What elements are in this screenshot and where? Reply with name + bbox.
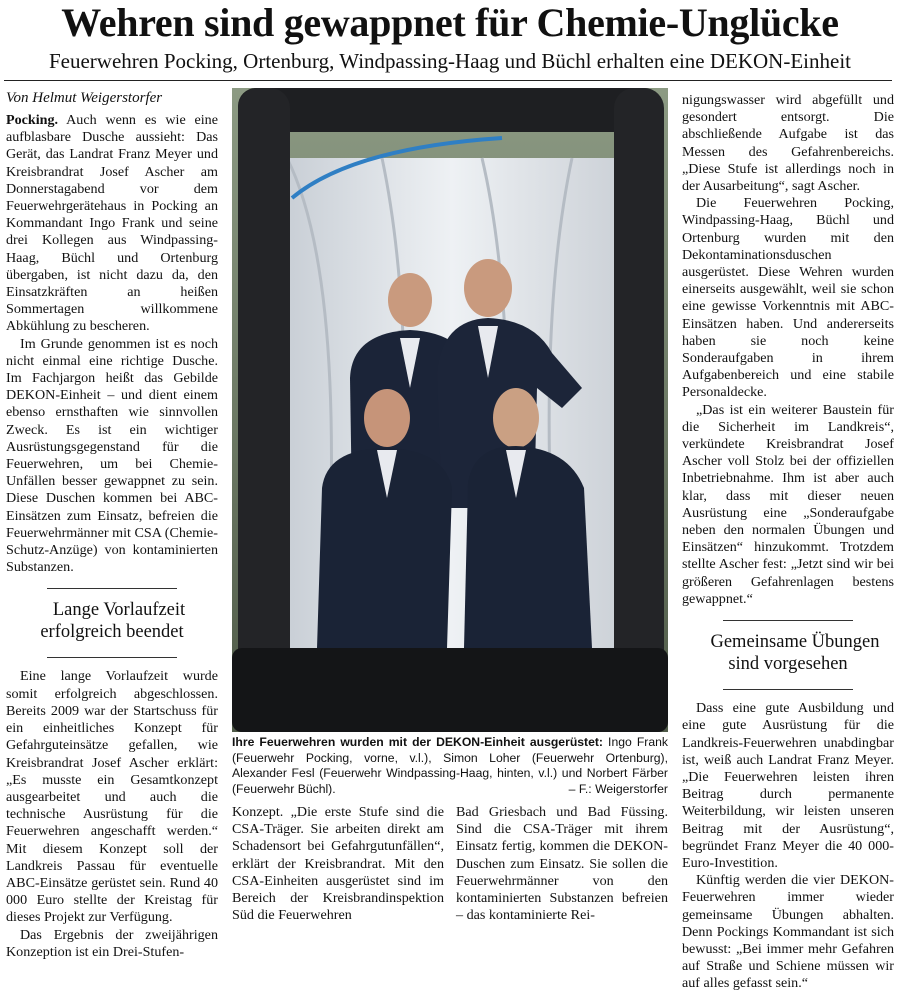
article-column-4 — [682, 92, 894, 992]
article-column-1 — [6, 112, 218, 960]
photo-credit: – F.: Weigerstorfer — [568, 781, 668, 796]
paragraph: Konzept. „Die erste Stufe sind die CSA-Träger. Sie arbeiten direkt am Schadensort bei Gefahrgutunfällen“, erklärt der Kreisbrandrat. Mit den CSA-Einheiten ausgerüstet sind im Bereich der Kreisbrandinspektion Süd die Feuerwehren — [232, 804, 444, 924]
subheadline: Feuerwehren Pocking, Ortenburg, Windpassing-Haag und Büchl erhalten eine DEKON-Einheit — [48, 49, 851, 73]
paragraph: Eine lange Vorlaufzeit wurde somit erfolgreich abgeschlossen. Bereits 2009 war der Startschuss für ein einheitliches Konzept für Gefahrguteinsätze gefallen, wie Kreisbrandrat Josef Ascher erklärt: „Es musste ein Gesamtkonzept ausgearbeitet und auch die technische Ausrüstung für die Feuerwehren angeschafft werden.“ Mit diesem Konzept soll der Landkreis Passau für eventuelle ABC-Einsätze gerüstet sein. Rund 40 000 Euro stellte der Kreistag für dieses Projekt zur Verfügung. — [6, 668, 218, 926]
article-column-3 — [456, 804, 668, 924]
caption-text: Ingo Frank (Feuerwehr Pocking, vorne, v.l.), Simon Loher (Feuerwehr Ortenburg), Alexander Fesl (Feuerwehr Windpassing-Haag, hinten, v.l.) und Norbert Färber (Feuerwehr Büchl). — [232, 735, 668, 796]
paragraph: Dass eine gute Ausbildung und eine gute Ausrüstung für die Landkreis-Feuerwehren unabdingbar ist, weiß auch Landrat Franz Meyer. „Die Feuerwehren leisten ihren Beitrag durch permanente Weiterbildung, wir leisten unseren Beitrag mit der Ausrüstung“, begründet Franz Meyer die 40 000-Euro-Investition. — [682, 700, 894, 871]
paragraph: Pocking. Auch wenn es wie eine aufblasbare Dusche aussieht: Das Gerät, das Landrat Franz Meyer und Kreisbrandrat Josef Ascher am Donnerstagabend vor dem Feuerwehrgerätehaus in Pocking an Kommandant Ingo Frank und seine drei Kollegen aus Windpassing-Haag, Büchl und Ortenburg übergaben, ist nicht dazu da, den Einsatzkräften an heißen Sommertagen willkommene Abkühlung zu bescheren. — [6, 112, 218, 335]
photo-caption — [232, 735, 668, 797]
paragraph: Die Feuerwehren Pocking, Windpassing-Haag, Büchl und Ortenburg wurden mit den Dekontaminationsduschen ausgerüstet. Diese Wehren wurden einerseits ausgewählt, weil sie schon eine gewisse Vorkenntnis mit ABC-Einsätzen haben. Und andererseits haben sie noch keine Sonderaufgaben in ihrem Aufgabenbereich und eine stabile Personaldecke. — [682, 195, 894, 401]
paragraph: Im Grunde genommen ist es noch nicht einmal eine richtige Dusche. Im Fachjargon heißt das Gebilde DEKON-Einheit – und dient einem ebenso ernsthaften wie sinnvollen Zweck. Es ist ein wichtiger Ausrüstungsgegenstand für die Feuerwehren, um bei Chemie-Unfällen besser gewappnet zu sein. Diese Duschen kommen bei ABC-Einsätzen zum Einsatz, befreien die Feuerwehrmänner mit CSA (Chemie-Schutz-Anzüge) von kontaminierten Substanzen. — [6, 335, 218, 576]
subheading-lange-vorlaufzeit: Lange Vorlaufzeit erfolgreich beendet — [40, 600, 186, 643]
paragraph: Künftig werden die vier DEKON-Feuerwehren immer wieder gemeinsame Übungen abhalten. Denn Pockings Kommandant ist sich bewusst: „Bei immer mehr Gefahren auf Straße und Schiene müssen wir auf alles gefasst sein.“ — [682, 872, 894, 992]
caption-lead: Ihre Feuerwehren wurden mit der DEKON-Einheit ausgerüstet: — [232, 735, 603, 749]
header-rule — [4, 80, 892, 81]
paragraph: Das Ergebnis der zweijährigen Konzeption ist ein Drei-Stufen- — [6, 926, 218, 960]
paragraph: Bad Griesbach und Bad Füssing. Sind die CSA-Träger mit ihrem Einsatz fertig, kommen die DEKON-Duschen zum Einsatz. Sie sollen die Feuerwehrmänner von den kontaminierten Substanzen befreien – das kontaminierte Rei- — [456, 804, 668, 924]
subheading-gemeinsame-uebungen: Gemeinsame Übungen sind vorgesehen — [710, 632, 880, 675]
article-photo — [232, 88, 668, 732]
paragraph: „Das ist ein weiterer Baustein für die Sicherheit im Landkreis“, verkündete Kreisbrandrat Josef Ascher voll Stolz bei der offiziellen Inbetriebnahme. Ihm ist aber auch klar, dass mit dieser neuen Ausrüstung eine „Sonderaufgabe neben den normalen Übungen und Einsätzen“ hinzukommt. Trotzdem stellte Ascher fest: „Jetzt sind wir bei größeren Gefahrenlagen bestens gewappnet.“ — [682, 401, 894, 607]
photo-firefighters-in-dekon-shower — [232, 88, 668, 732]
dateline: Pocking. — [6, 112, 59, 128]
article-column-2 — [232, 804, 444, 924]
headline: Wehren sind gewappnet für Chemie-Unglücke — [61, 0, 839, 45]
byline: Von Helmut Weigerstorfer — [6, 90, 163, 106]
paragraph: nigungswasser wird abgefüllt und gesondert entsorgt. Die abschließende Aufgabe ist das Messen des Gefahrenbereichs. „Diese Stufe ist allerdings noch in der Ausarbeitung“, sagt Ascher. — [682, 92, 894, 195]
